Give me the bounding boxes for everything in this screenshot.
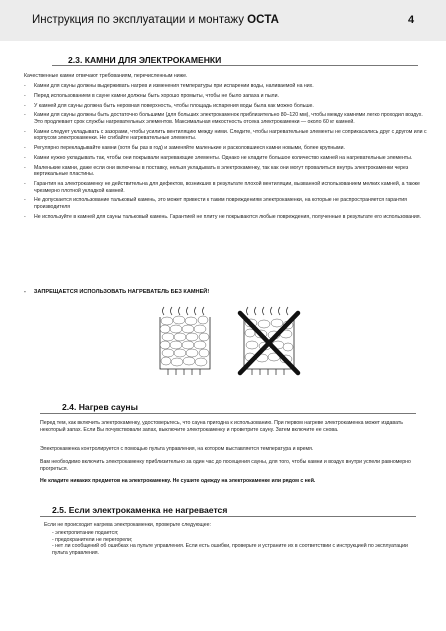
bullet-dash: - xyxy=(24,154,26,161)
list-item: - предохранители не перегорели; xyxy=(52,536,133,543)
list-item-text: Камни нужно укладывать так, чтобы они покрывали нагревающие элементы. Однако не кладите большое количество камней на нагревательные элементы. xyxy=(34,154,413,161)
list-item-text: Камни для сауны должны быть достаточно большими (для больших электрокаменок приблизительно 80–120 мм), чтобы между камнями легко проходил воздух. Это продлевает срок службы нагревательных элементов. Максимальная емкостность отсека электрокаменки — около 60 кг камней. xyxy=(34,112,423,125)
page-header xyxy=(0,0,446,41)
header-title xyxy=(32,14,279,26)
heating-paragraph-2: Электрокаменка контролируется с помощью пульта управления, на котором выставляется температура и время. xyxy=(40,446,314,452)
bullet-dash: - xyxy=(24,83,26,89)
list-item: - электропитание подается; xyxy=(52,530,119,536)
list-item-text: Камни для сауны должны выдерживать нагрев и изменения температуры при испарении воды, наливаемой на них. xyxy=(34,83,314,89)
warning-text: ЗАПРЕЩАЕТСЯ ИСПОЛЬЗОВАТЬ НАГРЕВАТЕЛЬ БЕЗ КАМНЕЙ! xyxy=(33,289,210,295)
bullet-dash: - xyxy=(24,112,26,119)
header-brand: OCTA xyxy=(247,14,279,26)
section-25-title: 2.5. Если электрокаменка не нагревается xyxy=(52,505,228,515)
section-24-title: 2.4. Нагрев сауны xyxy=(62,402,138,412)
bullet-dash: - xyxy=(24,128,26,135)
bullet-dash: - xyxy=(24,102,26,109)
section-23-title: 2.3. КАМНИ ДЛЯ ЭЛЕКТРОКАМЕНКИ xyxy=(68,55,222,65)
section-23-rule xyxy=(52,65,418,66)
list-item-text: Камни следует укладывать с зазорами, чтобы усилить вентиляцию между ними. Следите, чтобы нагревательные элементы не соприкасались друг с другом или с корпусом электрокаменки. Не сгибайте нагревательные элементы. xyxy=(34,128,427,142)
bullet-dash: - xyxy=(24,289,26,295)
heating-paragraph-4: Не кладите никаких предметов на электрокаменку. Не сушите одежду на электрокаменке или рядом с ней. xyxy=(40,478,316,484)
troubleshoot-list xyxy=(52,530,422,556)
list-item-text: У камней для сауны должна быть неровная поверхность, чтобы площадь испарения воды была как можно больше. xyxy=(34,102,314,109)
list-item-text: Маленькие камни, даже если они включены в поставку, нельзя укладывать в электрокаменку, так как они могут провалиться внутрь электрокаменки через вертикальные пластины. xyxy=(34,164,409,178)
list-item xyxy=(24,93,429,100)
heating-paragraph-1: Перед тем, как включить электрокаменку, удостоверьтесь, что сауна пригодна к использованию. При первом нагреве электрокаменка может издавать некоторый запах. Если Вы почувствовали запах, выключите электрокаменку и проветрите сауну. Затем включите ее снова. xyxy=(40,420,403,433)
list-item-text: Регулярно перекладывайте камни (хотя бы раз в год) и заменяйте маленькие и расколовшиеся камни новыми, более крупными. xyxy=(34,145,345,152)
section-24-rule xyxy=(40,413,416,414)
list-item xyxy=(24,155,429,162)
list-item xyxy=(24,214,429,221)
stones-requirements-list xyxy=(24,83,429,224)
list-item xyxy=(24,129,429,142)
bullet-dash: - xyxy=(24,213,26,220)
bullet-dash: - xyxy=(24,92,26,99)
list-item-text: Не допускается использование тальковый камень, это может привести к таким повреждениям электрокаменки, на которые не распространяется гарантия производителя xyxy=(34,197,407,210)
section-23-intro: Качественные камни отвечают требованиям, перечисленным ниже. xyxy=(24,73,188,79)
bullet-dash: - xyxy=(24,145,26,152)
list-item xyxy=(24,145,429,152)
list-item-text: Не используйте в камней для сауны тальковый камень. Гарантией не плиту не покрываются любые повреждения, полученные в результате его использования. xyxy=(34,213,421,220)
bullet-dash: - xyxy=(24,164,26,171)
bullet-dash: - xyxy=(24,197,26,204)
incorrect-stones-illustration xyxy=(234,305,304,377)
list-item xyxy=(24,165,429,178)
list-item xyxy=(24,197,429,210)
list-item xyxy=(24,181,429,194)
section-25-rule xyxy=(40,516,416,517)
list-item: - нет ли сообщений об ошибках на пульте управления. Если есть ошибки, проверьте и устраните их в соответствии с инструкцией по эксплуатации пульта управления. xyxy=(52,543,408,556)
no-stones-warning xyxy=(24,289,209,295)
list-item-text: Перед использованием в сауне камни должны быть хорошо промыты, чтобы не было запаха и пыли. xyxy=(34,92,279,99)
heating-paragraph-3: Вам необходимо включить электрокаменку приблизительно за один час до посещения сауны, для того, чтобы камни и воздух внутри успели равномерно прогреться. xyxy=(40,459,411,472)
list-item xyxy=(24,103,429,110)
bullet-dash: - xyxy=(24,181,26,188)
header-title-text: Инструкция по эксплуатации и монтажу xyxy=(32,14,244,26)
list-item-text: Гарантия на электрокаменку не действительна для дефектов, возникших в результате плохой вентиляции, вызванной использованием мелких камней, а также чрезмерно плотной укладкой камней. xyxy=(34,181,420,194)
correct-stones-illustration xyxy=(150,305,220,377)
list-item xyxy=(24,112,429,125)
page-number: 4 xyxy=(408,14,415,26)
list-item xyxy=(24,83,429,90)
troubleshoot-intro: Если не происходит нагрева электрокаменки, проверьте следующее: xyxy=(44,522,211,528)
